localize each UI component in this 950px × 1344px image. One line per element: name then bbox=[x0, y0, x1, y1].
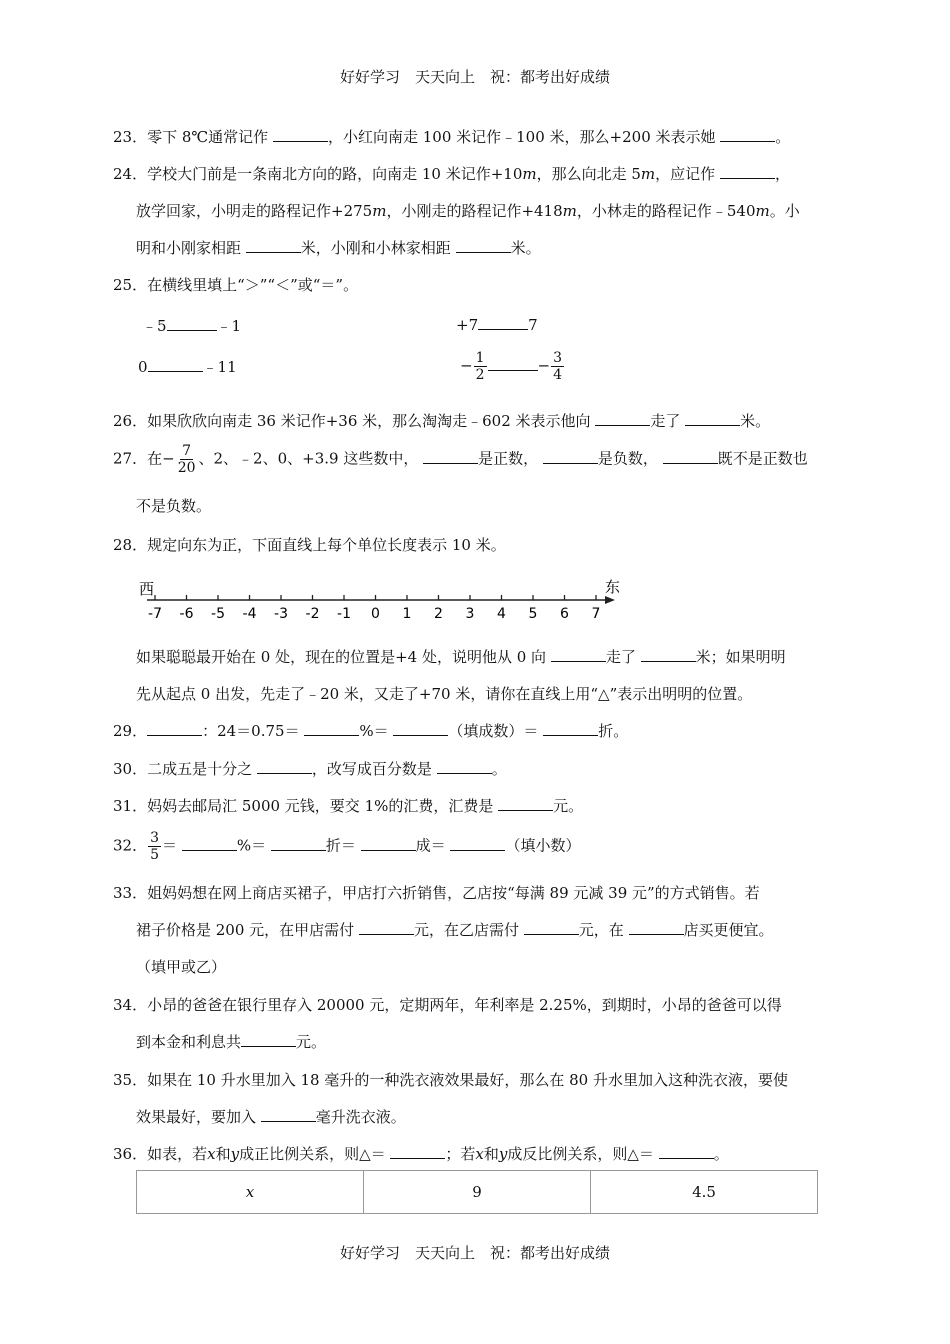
answer-blank[interactable] bbox=[437, 759, 492, 774]
answer-blank[interactable] bbox=[488, 356, 538, 371]
question-33-line3: （填甲或乙） bbox=[136, 958, 227, 976]
tick-label: 3 bbox=[465, 606, 475, 622]
answer-blank[interactable] bbox=[359, 920, 414, 935]
tick-label: 0 bbox=[371, 606, 380, 622]
question-28-line2: 如果聪聪最开始在 0 处，现在的位置是+4 处，说明他从 0 向 走了 米；如果明明 bbox=[136, 648, 786, 666]
page-header: 好好学习 天天向上 祝：都考出好成绩 bbox=[339, 68, 610, 86]
question-27-line2: 不是负数。 bbox=[136, 497, 212, 515]
tick-label: -5 bbox=[211, 606, 225, 622]
answer-blank[interactable] bbox=[261, 1107, 316, 1122]
question-33-line2: 裙子价格是 200 元，在甲店需付 元，在乙店需付 元，在 店买更便宜。 bbox=[136, 921, 774, 939]
fraction: $\frac{3}{4}$ bbox=[553, 350, 562, 383]
question-34-line2: 到本金和利息共 元。 bbox=[136, 1033, 327, 1051]
answer-blank[interactable] bbox=[246, 238, 301, 253]
number-line bbox=[135, 572, 625, 624]
question-35: 35．如果在 10 升水里加入 18 毫升的一种洗衣液效果最好，那么在 80 升水里加入这种洗衣液，要使 bbox=[113, 1071, 788, 1089]
tick-label: 7 bbox=[591, 606, 601, 622]
answer-blank[interactable] bbox=[685, 411, 740, 426]
answer-blank[interactable] bbox=[456, 238, 511, 253]
compare-a: ﹣5 ﹣1 bbox=[142, 317, 242, 335]
tick-label: -1 bbox=[337, 606, 351, 622]
answer-blank[interactable] bbox=[551, 647, 606, 662]
compare-c: 0 ﹣11 bbox=[138, 358, 237, 376]
tick-label: 5 bbox=[528, 606, 538, 622]
question-30: 30．二成五是十分之 ，改写成百分数是 。 bbox=[113, 760, 507, 778]
table-row bbox=[137, 1171, 818, 1214]
table-cell: x bbox=[137, 1171, 364, 1214]
fraction: $\frac{3}{5}$ bbox=[150, 830, 160, 863]
table-cell: 4.5 bbox=[591, 1171, 818, 1214]
question-29: 29． ：24＝0.75＝ %＝ （填成数）＝ 折。 bbox=[113, 722, 629, 740]
question-32: 32． $\frac{3}{5}$ ＝ %＝ 折＝ 成＝ （填小数） bbox=[113, 830, 581, 863]
question-36: 36．如表，若x和y成正比例关系，则△＝ ；若x和y成反比例关系，则△＝ 。 bbox=[113, 1145, 729, 1163]
answer-blank[interactable] bbox=[273, 127, 328, 142]
answer-blank[interactable] bbox=[271, 836, 326, 851]
page-footer: 好好学习 天天向上 祝：都考出好成绩 bbox=[339, 1244, 610, 1262]
answer-blank[interactable] bbox=[147, 721, 202, 736]
question-28-line3: 先从起点 0 出发，先走了﹣20 米，又走了+70 米，请你在直线上用“△”表示出明明的位置。 bbox=[136, 685, 753, 703]
answer-blank[interactable] bbox=[167, 316, 217, 331]
table-cell: 9 bbox=[364, 1171, 591, 1214]
tick-label: -4 bbox=[242, 606, 257, 622]
answer-blank[interactable] bbox=[241, 1032, 296, 1047]
tick-label: 1 bbox=[402, 606, 412, 622]
answer-blank[interactable] bbox=[720, 127, 775, 142]
question-35-line2: 效果最好，要加入 毫升洗衣液。 bbox=[136, 1108, 406, 1126]
tick-label: -3 bbox=[274, 606, 288, 622]
answer-blank[interactable] bbox=[659, 1144, 714, 1159]
answer-blank[interactable] bbox=[629, 920, 684, 935]
answer-blank[interactable] bbox=[450, 836, 505, 851]
question-28: 28．规定向东为正，下面直线上每个单位长度表示 10 米。 bbox=[113, 536, 506, 554]
east-label: 东 bbox=[605, 578, 621, 596]
west-label: 西 bbox=[139, 580, 155, 598]
answer-blank[interactable] bbox=[390, 1144, 445, 1159]
answer-blank[interactable] bbox=[543, 449, 598, 464]
question-33: 33．姐妈妈想在网上商店买裙子，甲店打六折销售，乙店按“每满 89 元减 39 元”的方式销售。若 bbox=[113, 884, 760, 902]
question-23: 23．零下 8℃通常记作 ，小红向南走 100 米记作﹣100 米，那么+200 米表示她 。 bbox=[113, 128, 791, 146]
answer-blank[interactable] bbox=[720, 164, 775, 179]
compare-b: +7 7 bbox=[456, 316, 538, 334]
answer-blank[interactable] bbox=[182, 836, 237, 851]
question-34: 34．小昂的爸爸在银行里存入 20000 元，定期两年，年利率是 2.25%，到期时，小昂的爸爸可以得 bbox=[113, 996, 782, 1014]
tick-label: -2 bbox=[305, 606, 320, 622]
answer-blank[interactable] bbox=[304, 721, 359, 736]
axis-arrow-icon bbox=[605, 596, 615, 604]
question-24: 24．学校大门前是一条南北方向的路，向南走 10 米记作+10m，那么向北走 5m，应记作 ， bbox=[113, 165, 790, 183]
answer-blank[interactable] bbox=[257, 759, 312, 774]
question-24-line3: 明和小刚家相距 米，小刚和小林家相距 米。 bbox=[136, 239, 541, 257]
question-31: 31．妈妈去邮局汇 5000 元钱，要交 1%的汇费，汇费是 元。 bbox=[113, 797, 584, 815]
tick-label: 2 bbox=[434, 606, 443, 622]
question-24-line2: 放学回家，小明走的路程记作+275m，小刚走的路程记作+418m，小林走的路程记作﹣540m。小 bbox=[136, 202, 800, 220]
fraction: $\frac{1}{2}$ bbox=[475, 350, 485, 383]
answer-blank[interactable] bbox=[423, 449, 478, 464]
answer-blank[interactable] bbox=[498, 796, 553, 811]
tick-label: 6 bbox=[560, 606, 569, 622]
answer-blank[interactable] bbox=[595, 411, 650, 426]
answer-blank[interactable] bbox=[148, 357, 203, 372]
compare-d: − $\frac{1}{2}$ − $\frac{3}{4}$ bbox=[460, 350, 562, 383]
answer-blank[interactable] bbox=[641, 647, 696, 662]
question-27: 27．在− $\frac{7}{20}$ 、2、﹣2、0、+3.9 这些数中， 是正数， 是负数， 既不是正数也 bbox=[113, 443, 808, 476]
question-25: 25．在横线里填上“＞”“＜”或“＝”。 bbox=[113, 276, 359, 294]
tick-label: -7 bbox=[148, 606, 162, 622]
answer-blank[interactable] bbox=[361, 836, 416, 851]
answer-blank[interactable] bbox=[393, 721, 448, 736]
answer-blank[interactable] bbox=[524, 920, 579, 935]
tick-label: 4 bbox=[497, 606, 506, 622]
answer-blank[interactable] bbox=[478, 315, 528, 330]
tick-label: -6 bbox=[179, 606, 194, 622]
answer-blank[interactable] bbox=[663, 449, 718, 464]
question-26: 26．如果欣欣向南走 36 米记作+36 米，那么淘淘走﹣602 米表示他向 走了 米。 bbox=[113, 412, 771, 430]
xy-table bbox=[136, 1170, 818, 1214]
fraction: $\frac{7}{20}$ bbox=[177, 443, 196, 476]
answer-blank[interactable] bbox=[543, 721, 598, 736]
